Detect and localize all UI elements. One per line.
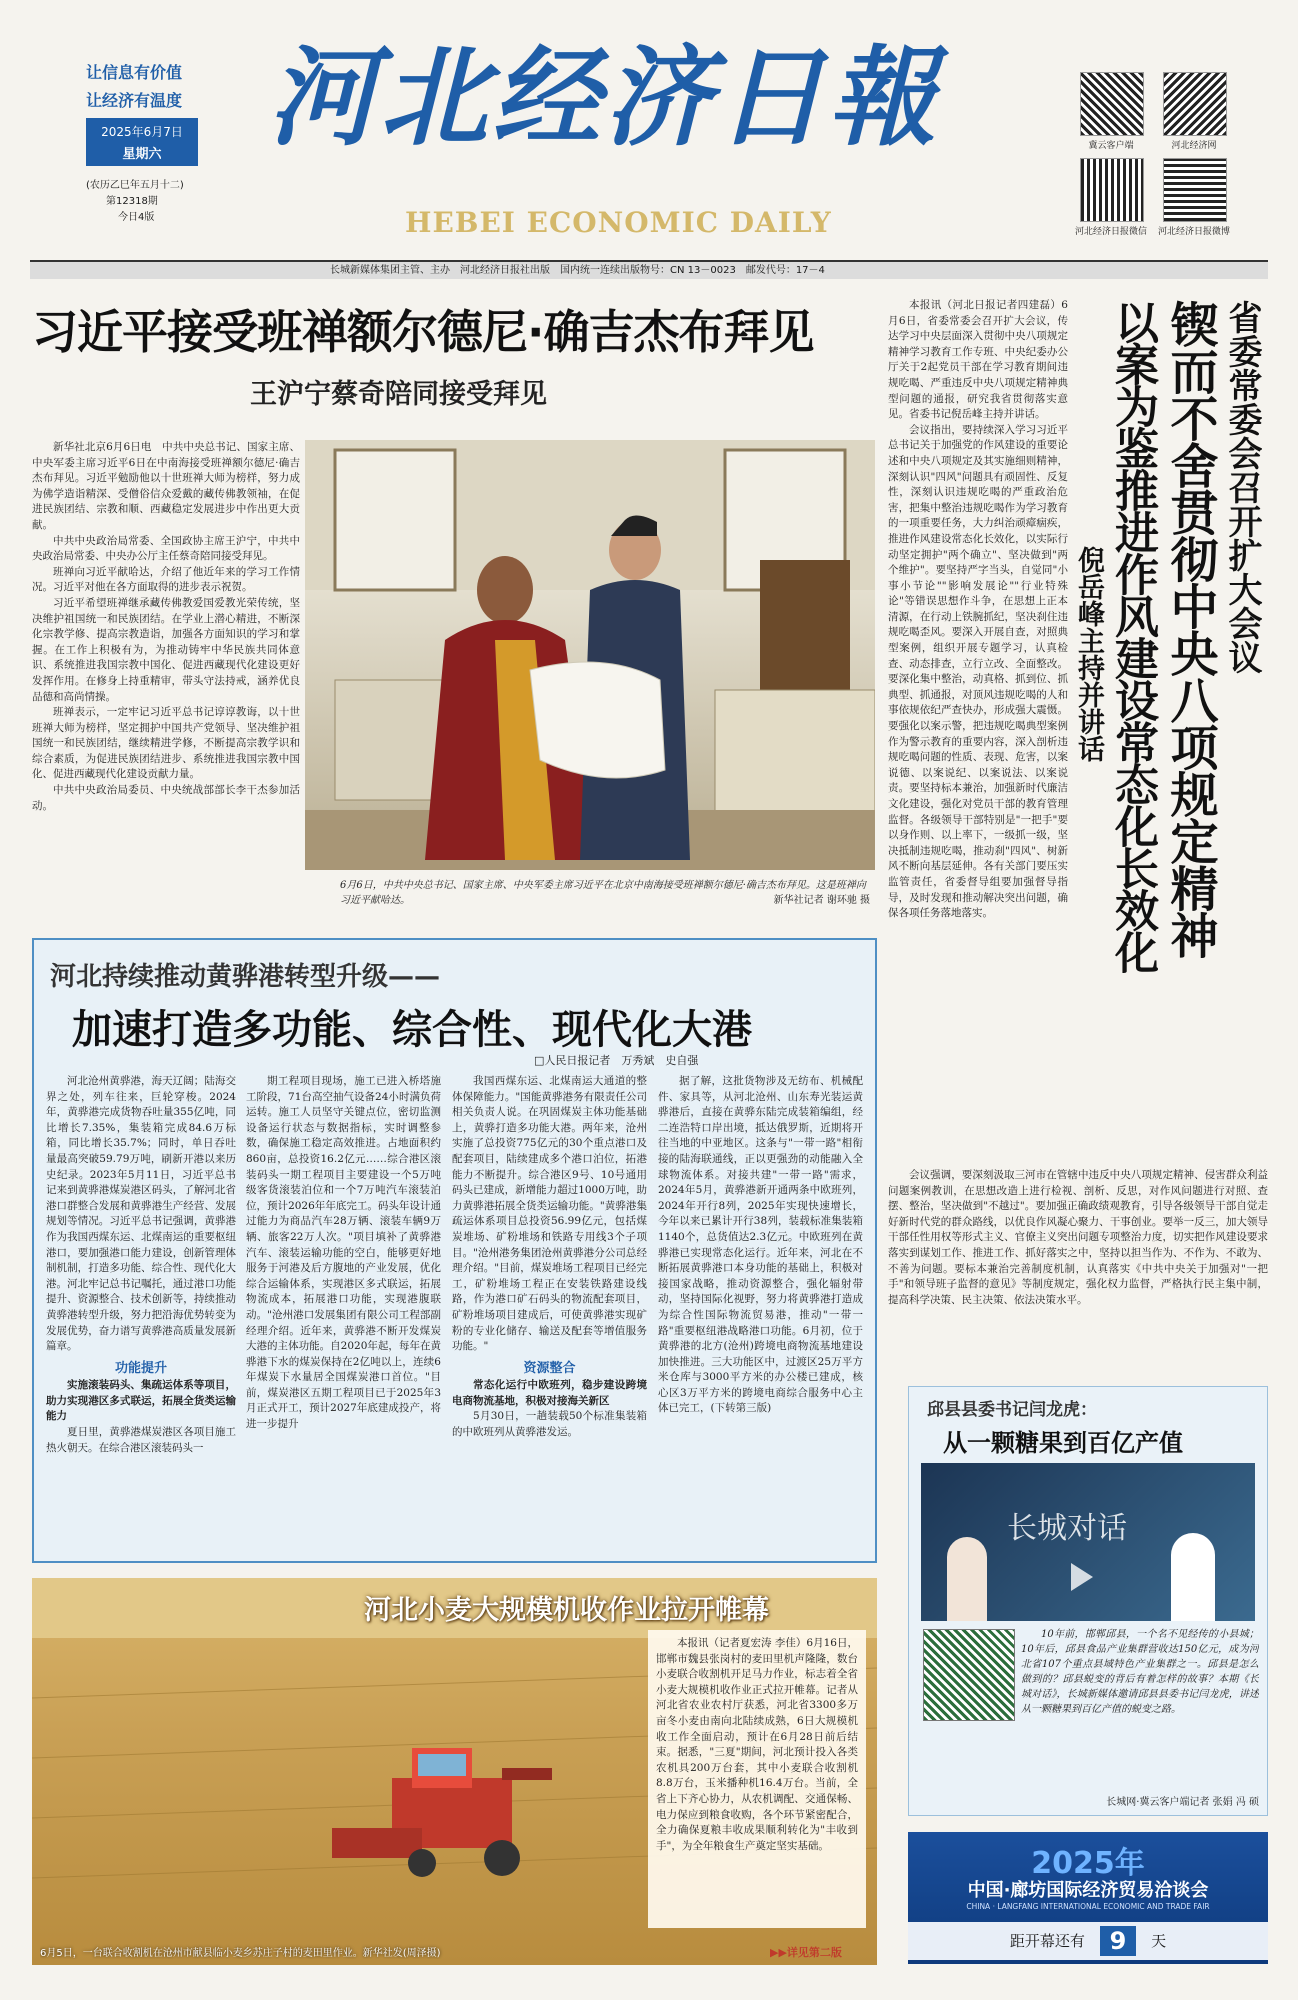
- countdown-days: 9: [1100, 1926, 1136, 1956]
- wheat-text-panel: [648, 1630, 866, 1928]
- play-icon[interactable]: [1071, 1563, 1093, 1591]
- date-badge: [86, 118, 198, 166]
- port-col1-end: 夏日里，黄骅港煤炭港区各项目施工热火朝天。在综合港区滚装码头一: [46, 1426, 236, 1454]
- publisher-info: 长城新媒体集团主管、主办 河北经济日报社出版 国内统一连续出版物号：CN 13－0023 邮发代号：17－4: [330, 265, 825, 276]
- issue-date: 2025年6月7日: [101, 125, 183, 139]
- qr-label-2: 河北经济网: [1171, 141, 1217, 151]
- harvester-illustration: [332, 1748, 552, 1877]
- wheat-body: 本报讯（记者夏宏涛 李佳）6月16日，邯郸市魏县张岗村的麦田里机声隆隆，数台小麦联合收割机开足马力作业，标志着全省小麦大规模机收作业正式拉开帷幕。记者从河北省农业农村厅获悉，河北省3300多万亩冬小麦由南向北陆续成熟，6日大规模机收工作全面启动，预计在6月28日前后结束。据悉，"三夏"期间，河北预计投入各类农机具200万台套，其中小麦联合收割机8.8万台，玉米播种机16.4万台。当前，全省上下齐心协力，从农机调配、交通保畅、电力保应到粮食收购，各个环节紧密配合，全力确保夏粮丰收成果顺利转化为"丰收到手"，为全年粮食生产奠定坚实基础。: [656, 1637, 858, 1852]
- wheat-see-more-link[interactable]: ▶▶详见第二版: [770, 1946, 842, 1959]
- lead-headline: 习近平接受班禅额尔德尼·确吉杰布拜见: [32, 305, 814, 359]
- lead-paragraph: 中共中央政治局常委、全国政协主席王沪宁，中共中央政治局常委、中央办公厅主任蔡奇陪同接受拜见。: [32, 534, 300, 563]
- right-headline-1: 锲而不舍贯彻中央八项规定精神: [1162, 300, 1218, 958]
- fair-countdown: [908, 1922, 1268, 1960]
- video-title-overlay: 长城对话: [1007, 1511, 1127, 1546]
- county-box: [908, 1386, 1268, 1816]
- paper-title-en: HEBEI ECONOMIC DAILY: [405, 206, 832, 239]
- port-subhead-1-lead: 实施滚装码头、集疏运体系等项目，助力实现港区多式联运，拓展全货类运输能力: [46, 1379, 236, 1423]
- qr-label-3: 河北经济日报微信: [1074, 227, 1147, 237]
- port-column-3: [452, 1074, 647, 1554]
- port-subhead-2: 资源整合: [523, 1360, 576, 1376]
- wheat-caption: 6月5日，一台联合收割机在沧州市献县临小麦乡苏庄子村的麦田里作业。新华社发(周泽摄): [40, 1948, 441, 1959]
- issue-number: 第12318期: [106, 196, 158, 207]
- fair-year: 2025年: [1031, 1846, 1145, 1881]
- guest-silhouette-right: [1171, 1533, 1215, 1621]
- lead-paragraph: 班禅向习近平献哈达，介绍了他近年来的学习工作情况。习近平对他在各方面取得的进步表示祝贺。: [32, 565, 300, 594]
- lead-subhead: 王沪宁蔡奇陪同接受拜见: [250, 379, 547, 410]
- port-column-4: 据了解，这批货物涉及无纺布、机械配件、家具等，从河北沧州、山东寿光装运黄骅港后，直接在黄骅东陆完成装箱编组，经二连浩特口岸出境，抵达俄罗斯，近期将开往当地的中亚地区。这条与"一带一路"相衔接的陆海联通线，正以更强劲的动能融入全球物流体系。对接共建"一带一路"需求，2024年5月，黄骅港新开通两条中欧班列，2024年开行8列，2025年实现快速增长，今年以来已累计开行38列，装载标准集装箱1140个，总货值达2.3亿元。中欧班列在黄骅港已实现常态化运行。近年来，河北在不断拓展黄骅港口本身功能的基础上，积极对接国家战略，推动资源整合，强化辐射带动，坚持国际化视野，努力将黄骅港打造成为综合性国际物流贸易港，推动"一带一路"重要枢纽港战略港口功能。6月初，位于黄骅港的北方(沧州)跨境电商物流基地建设加快推进。三大功能区中，过渡区25万平方米仓库与3000平方米的办公楼已建成，核心区3万平方米的跨境电商综合服务中心主体已完工，(下转第三版): [658, 1075, 863, 1415]
- right-story-paragraph: 本报讯（河北日报记者四建磊）6月6日，省委常委会召开扩大会议，传达学习中央层面深入贯彻中央八项规定精神学习教育工作专班、中央纪委办公厅关于2起党员干部在学习教育期间违规吃喝、严重违反中央八项规定精神典型问题的通报，研究我省贯彻落实意见。省委书记倪岳峰主持并讲话。: [888, 299, 1068, 421]
- lead-paragraph: 中共中央政治局委员、中央统战部部长李干杰参加活动。: [32, 784, 300, 812]
- county-body: 10年前，邯郸邱县，一个名不见经传的小县城；10年后，邱县食品产业集群营收达150亿元，成为河北省107个重点县域特色产业集群之一。邱县是怎么做到的？邱县蜕变的背后有着怎样的故事？本期《长城对话》，长城新媒体邀请邱县县委书记闫龙虎，讲述从一颗糖果到百亿产值的蜕变之路。: [1021, 1629, 1259, 1715]
- county-kicker: 邱县县委书记闫龙虎：: [927, 1400, 1097, 1420]
- county-headline: 从一颗糖果到百亿产值: [943, 1428, 1183, 1457]
- county-video[interactable]: [921, 1463, 1255, 1621]
- port-headline: 加速打造多功能、综合性、现代化大港: [72, 1006, 752, 1053]
- countdown-unit: 天: [1151, 1932, 1167, 1950]
- lead-paragraph: 习近平希望班禅继承藏传佛教爱国爱教光荣传统，坚决维护祖国统一和民族团结。在学业上潜心精进，不断深化宗教学修、提高宗教造诣，加强各方面知识的学习和掌握。在工作上积极有为，为推动铸牢中华民族共同体意识、系统推进我国宗教中国化、促进西藏现代化建设更好发挥作用。在修身上持重精审，带头守法持戒，涵养优良品德和高尚情操。: [32, 596, 300, 703]
- masthead: [0, 0, 1298, 275]
- lead-paragraph: 新华社北京6月6日电 中共中央总书记、国家主席、中央军委主席习近平6日在中南海接受班禅额尔德尼·确吉杰布拜见。习近平勉励他以十世班禅大师为榜样，努力成为佛学造诣精深、受僧俗信众爱戴的藏传佛教领袖，在促进民族团结、宗教和顺、西藏稳定发展进步中作出更大贡献。: [32, 441, 300, 531]
- port-kicker: 河北持续推动黄骅港转型升级——: [50, 962, 441, 992]
- lead-photo-caption: [340, 878, 870, 908]
- port-col3-text: 我国西煤东运、北煤南运大通道的整体保障能力。"国能黄骅港务有限责任公司相关负责人说。在巩固煤炭主体功能基础上，黄骅打造多功能大港。两年来，沧州实施了总投资775亿元的30个重点港口及配套项目，陆续建成多个港口泊位，拓港能力不断提升。综合港区9号、10号通用码头已建成，新增能力超过1000万吨，助力黄骅港拓展全货类运输功能。"黄骅港集疏运体系项目总投资56.99亿元，包括煤炭堆场、矿粉堆场和铁路专用线3个子项目。"沧州港务集团沧州黄骅港分公司总经理介绍。"目前，煤炭堆场工程项目已经完工，矿粉堆场工程正在安装铁路建设线路，作为港口矿石码头的物流配套项目，矿粉堆场项目建成后，可使黄骅港实现矿粉的专业化储存、输送及配套等增值服务功能。": [452, 1075, 647, 1353]
- publisher-bar: [30, 260, 1268, 279]
- port-byline: □人民日报记者 万秀斌 史自强: [534, 1054, 699, 1067]
- port-column-2: 期工程项目现场，施工已进入桥塔施工阶段，71台高空抽气设备24小时满负荷运转。施工人员坚守关键点位，密切监测设备运行状态与数据指标，实时调整参数，确保施工稳定高效推进。占地面积约860亩，总投资16.2亿元……综合港区滚装码头一期工程项目主要建设一个5万吨级客货滚装泊位和一个7万吨汽车滚装泊位，预计2026年年底完工。码头年设计通过能力为商品汽车28万辆、滚装车辆9万辆、旅客22万人次。"项目填补了黄骅港汽车、滚装运输功能的空白，能够更好地服务于河港及后方腹地的产业发展，优化综合运输体系，实现港区多式联运，拓展物流成本，拓展港口功能，实现港腹联动。"沧州港口发展集团有限公司工程部副经理介绍。近年来，黄骅港不断开发煤炭大港的主体功能。自2020年起，每年在黄骅港下水的煤炭保持在2亿吨以上，连续6年煤炭下水量居全国煤炭港口首位。"目前，煤炭港区五期工程项目已于2025年3月正式开工，预计2027年底建成投产，将进一步提升: [246, 1075, 441, 1431]
- port-subhead-2-lead: 常态化运行中欧班列，稳步建设跨境电商物流基地，积极对接海关新区: [452, 1379, 647, 1407]
- qr-label-1: 冀云客户端: [1088, 141, 1134, 151]
- countdown-prefix: 距开幕还有: [1009, 1932, 1085, 1950]
- port-col1-text: 河北沧州黄骅港，海天辽阔；陆海交界之处，列车往来，巨轮穿梭。2024年，黄骅港完成货物吞吐量355亿吨，同比增长7.35%，集装箱完成84.6万标箱，同比增长35.7%；同时，单日吞吐量最高突破59.79万吨，刷新开港以来历史纪录。2023年5月11日，习近平总书记来到黄骅港煤炭港区码头，了解河北省港口群整合发展和黄骅港生产经营、发展规划等情况。习近平总书记强调，黄骅港作为我国西煤东运、北煤南运的重要枢纽港口，要加强港口能力建设，创新管理体制机制，打造多功能、综合性、现代化大港。河北牢记总书记嘱托，通过港口功能提升、资源整合、技术创新等，持续推动黄骅港转型升级，努力把沿海优势转变为发展优势，奋力谱写黄骅港高质量发展新篇章。: [46, 1075, 236, 1353]
- motto-line-1: 让信息有价值: [86, 63, 183, 82]
- right-story-paragraph: 会议指出，要持续深入学习习近平总书记关于加强党的作风建设的重要论述和中央八项规定及其实施细则精神，深刻认识"四风"问题具有顽固性、反复性，深刻认识违规吃喝的严重政治危害，把集中整治违规吃喝作为学习教育的一项重要任务，大力纠治顽瘴痼疾，推进作风建设常态化长效化，以实际行动坚定拥护"两个确立"、坚决做到"两个维护"。要坚持严字当头，自觉同"小事小节论""影响发展论""行业特殊论"等错误思想作斗争，在思想上正本清源，在行动上铁腕抓纪，坚决刹住违规吃喝歪风。要深入开展自查，对照典型案例，组织开展专题学习，认真检查、动态排查，立行立改、全面整改。要深化集中整治，动真格、抓到位、抓典型、抓通报，对顶风违规吃喝的人和事依规依纪严查快办，形成强大震慑。要强化以案示警，把违规吃喝典型案例作为警示教育的重要内容，深入剖析违规吃喝问题的性质、表现、危害，以案说德、以案说纪、以案说法、以案说责。要坚持标本兼治，加强新时代廉洁文化建设，强化对党员干部的教育管理监督。各级领导干部特别是"一把手"要以身作则、以上率下，一级抓一级，坚决抵制违规吃喝，推动刹"四风"、树新风不断向基层延伸。各有关部门要压实监管责任，省委督导组要加强督导指导，及时发现和推动解决突出问题，确保各项任务落地落实。: [888, 423, 1068, 920]
- qr-code-icon[interactable]: [1080, 72, 1144, 136]
- lead-photo: [305, 440, 875, 870]
- lead-body: [32, 440, 300, 910]
- port-col3-end: 5月30日，一趟装载50个标准集装箱的中欧班列从黄骅港发运。: [452, 1410, 647, 1439]
- lunar-date: (农历乙巳年五月十二): [86, 180, 184, 191]
- photo-credit: 新华社记者 谢环驰 摄: [773, 895, 870, 906]
- lead-photo-illustration: [305, 440, 875, 870]
- fair-title-en: CHINA · LANGFANG INTERNATIONAL ECONOMIC AND TRADE FAIR: [966, 1902, 1210, 1911]
- qr-code-icon[interactable]: [1163, 72, 1227, 136]
- qr-code-icon[interactable]: [1080, 158, 1144, 222]
- right-kicker: 省委常委会召开扩大会议: [1222, 300, 1262, 674]
- paper-title: 河北经济日報: [268, 35, 941, 161]
- guest-silhouette-left: [947, 1537, 987, 1621]
- page-count: 今日4版: [118, 212, 155, 223]
- issue-weekday: 星期六: [122, 147, 162, 162]
- caption-text: 6月6日，中共中央总书记、国家主席、中央军委主席习近平在北京中南海接受班禅额尔德尼·确吉杰布拜见。这是班禅向习近平献哈达。: [340, 880, 866, 906]
- county-credit: 长城网·冀云客户端记者 张娟 冯 硕: [1106, 1797, 1259, 1808]
- port-subhead-1: 功能提升: [114, 1360, 167, 1376]
- right-story-continued: 会议强调，要深刻汲取三河市在管辖中违反中央八项规定精神、侵害群众利益问题案例教训，在思想改造上进行检视、剖析、反思，对作风问题进行对照、查摆、整治，坚决做到"不越过"。要加强正确政绩观教育，引导各级领导干部自觉走好新时代党的群众路线，以优良作风凝心聚力、干事创业。要举一反三，加大领导干部任性用权等形式主义、官僚主义突出问题专项整治力度，切实把作风建设要求落实到谋划工作、推进工作、抓好落实之中，坚持以担当作为、不作为、不敢为、不善为问题。要标本兼治完善制度机制，认真落实《中共中央关于加强对"一把手"和领导班子监督的意见》等制度规定，强化权力监督，严格执行民主集中制，提高科学决策、民主决策、依法决策水平。: [888, 1169, 1268, 1306]
- fair-title: 中国·廊坊国际经济贸易洽谈会: [967, 1880, 1209, 1901]
- right-headline-2: 以案为鉴推进作风建设常态化长效化: [1107, 300, 1158, 972]
- lead-paragraph: 班禅表示，一定牢记习近平总书记谆谆教诲，以十世班禅大师为榜样，坚定拥护中国共产党领导、坚决维护祖国统一和民族团结，继续精进学修，不断提高宗教学识和综合素质，为促进民族团结进步、系统推进我国宗教中国化、促进西藏现代化建设贡献力量。: [32, 706, 300, 781]
- qr-code-icon[interactable]: [1163, 158, 1227, 222]
- port-story-box: [32, 938, 877, 1563]
- right-story-column: [888, 298, 1068, 1168]
- qr-label-4: 河北经济日报微博: [1157, 227, 1230, 237]
- county-qr-code-icon[interactable]: [923, 1629, 1015, 1721]
- port-column-1: [46, 1074, 236, 1554]
- wheat-headline: 河北小麦大规模机收作业拉开帷幕: [364, 1595, 769, 1626]
- right-byline: 倪岳峰主持并讲话: [1073, 546, 1104, 762]
- fair-banner[interactable]: [908, 1832, 1268, 1964]
- motto-line-2: 让经济有温度: [86, 91, 183, 110]
